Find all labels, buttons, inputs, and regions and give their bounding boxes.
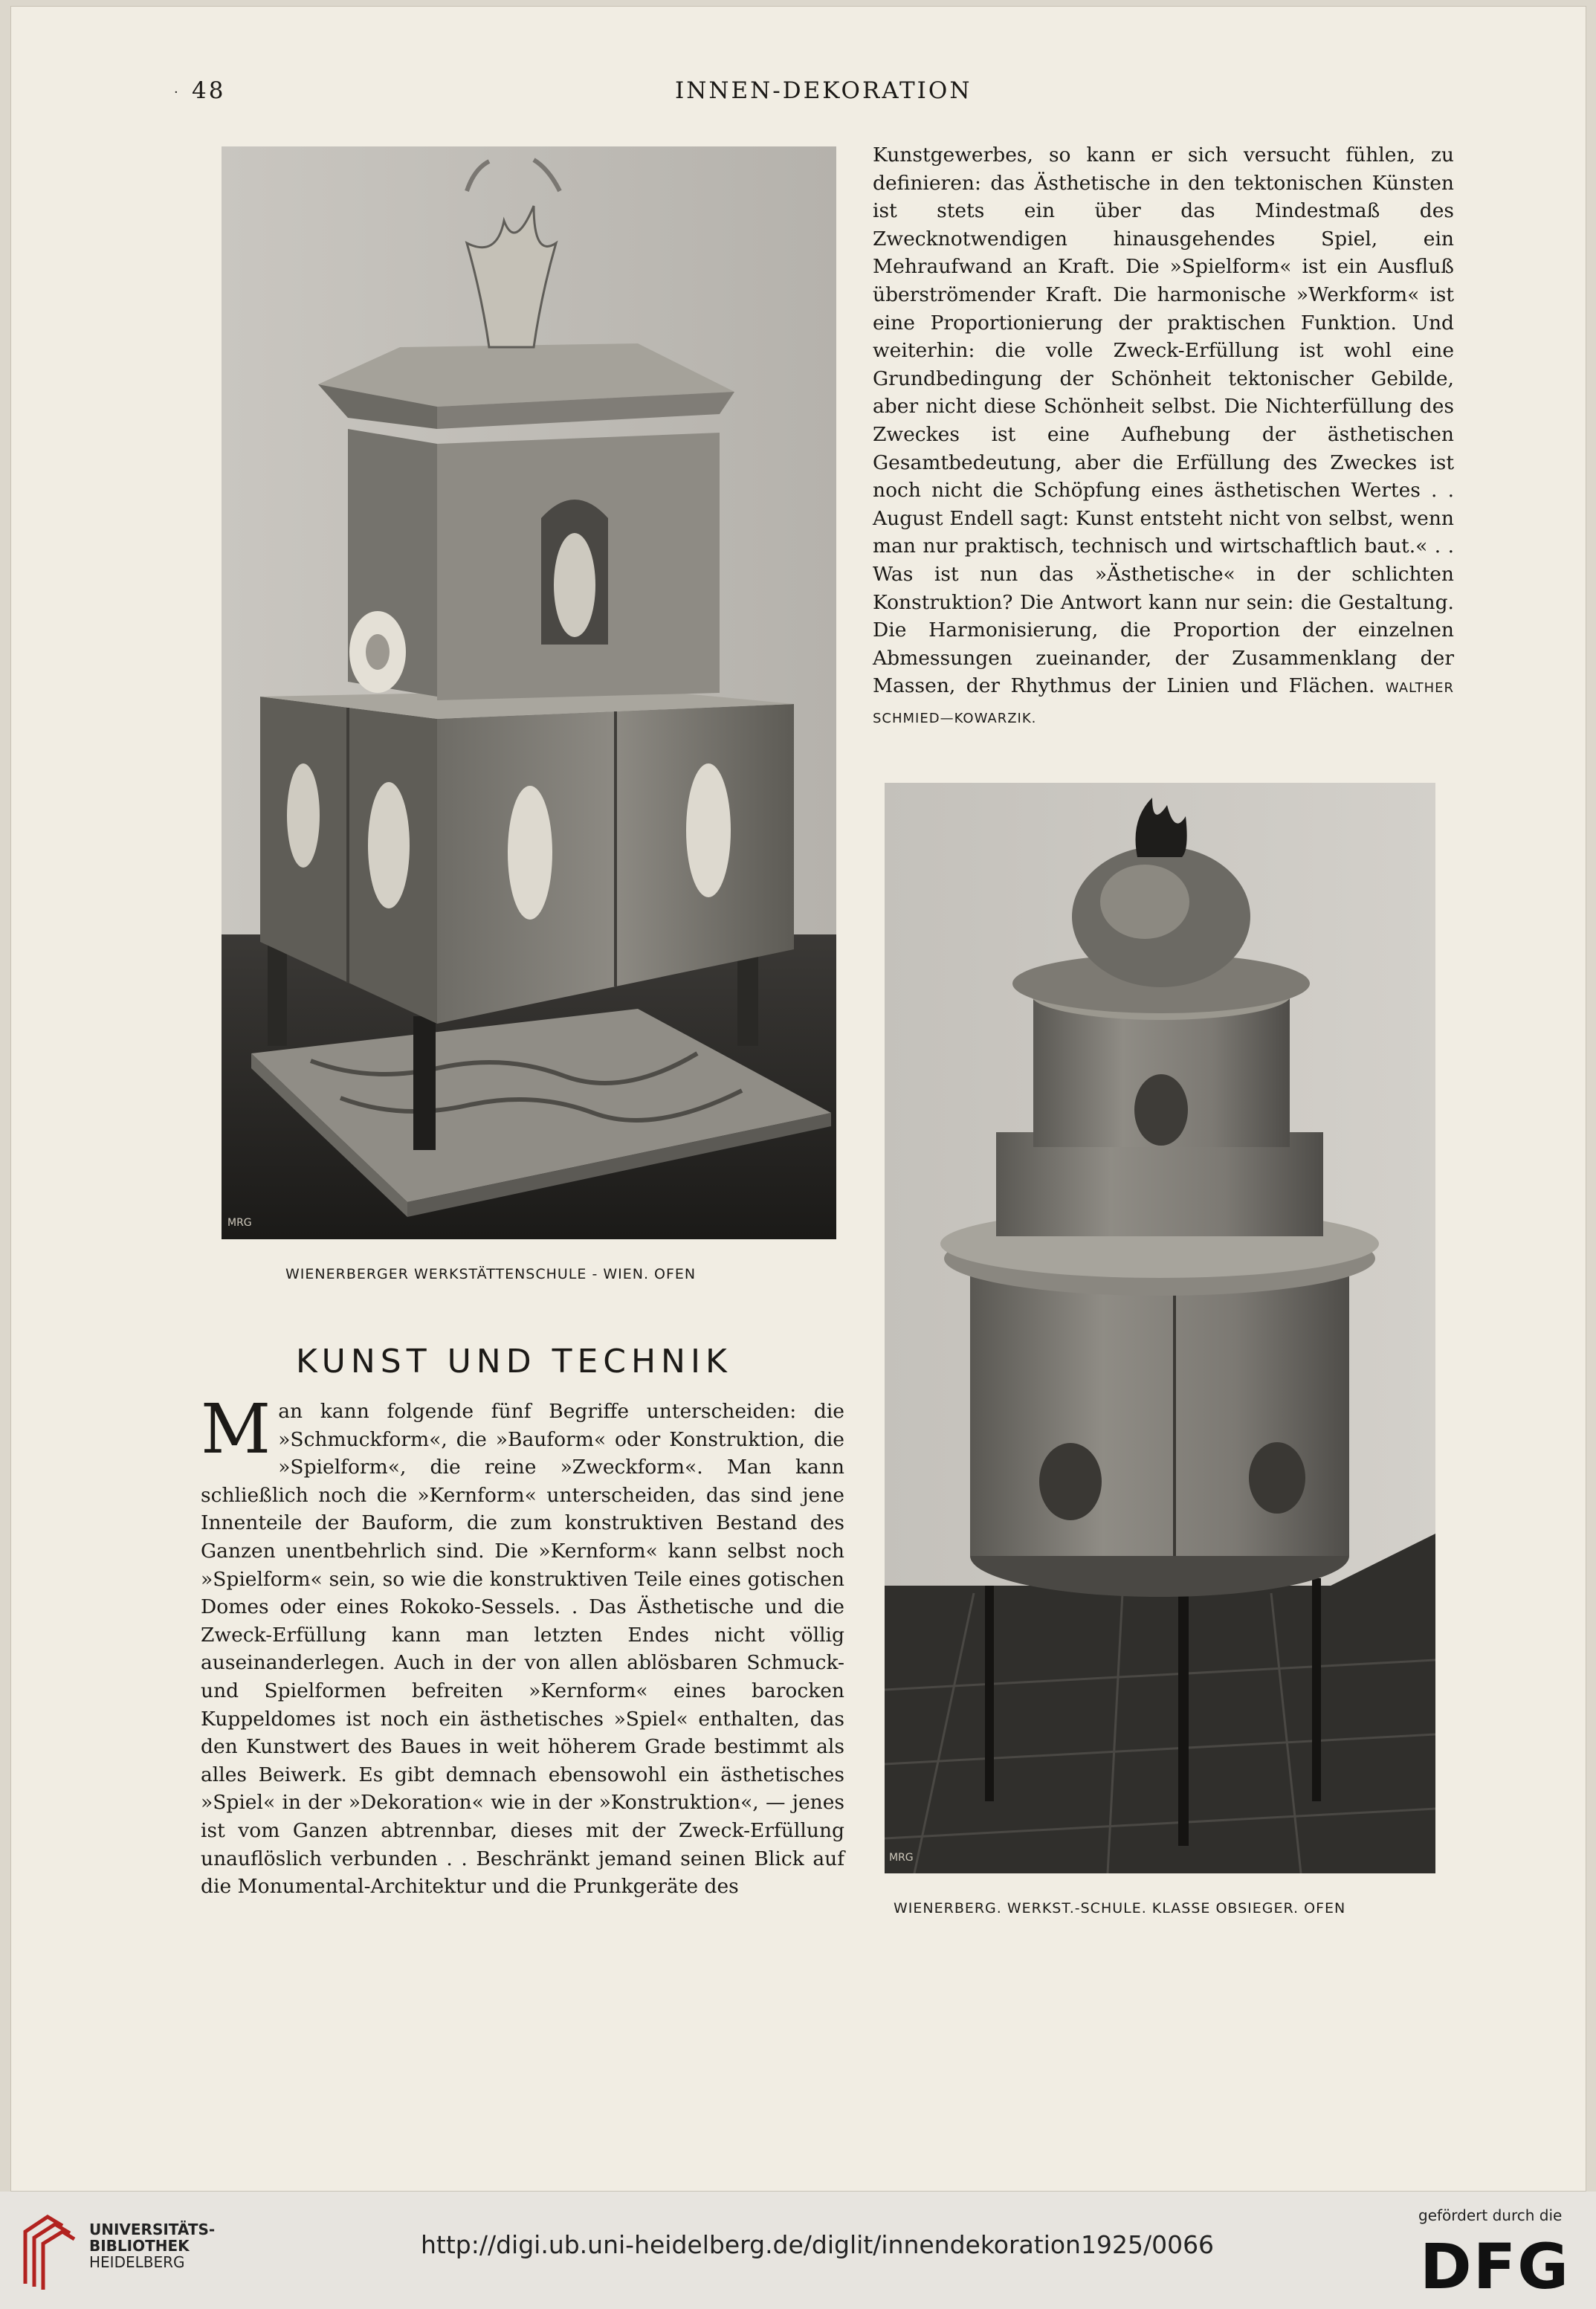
running-title: INNEN-DEKORATION: [675, 77, 972, 104]
drop-cap: M: [201, 1389, 271, 1469]
article-author: WALTHER SCHMIED—KOWARZIK.: [873, 680, 1454, 726]
dfg-logo: DFG: [1420, 2230, 1571, 2303]
photo-monogram: MRG: [889, 1852, 914, 1864]
figure-cabinet-stove-photo: [222, 146, 836, 1239]
article-text-left: [201, 1389, 844, 1901]
article-paragraph-left: an kann folgende fünf Begriffe unterscheiden: die »Schmuckform«, die »Bauform« oder Konstruktion, die »Spielform«, die reine »Zweckform«. Man kann schließlich noch die »Kernform« unterscheiden, das sind jene Innenteile der Bauform, die zum konstruktiven Bestand des Ganzen unentbehrlich sind. Die »Kernform« kann selbst noch »Spielform« sein, so wie die konstruktiven Teile eines gotischen Domes oder eines Rokoko-Sessels. . Das Ästhetische und die Zweck-Erfüllung kann man letzten Endes nicht völlig auseinanderlegen. Auch in der von allen ablösbaren Schmuck- und Spielformen befreiten »Kernform« eines barocken Kuppeldomes ist noch ein ästhetisches »Spiel« enthalten, das den Kunstwert des Baues in weit höherem Grade bestimmt als alles Beiwerk. Es gibt demnach ebensowohl ein ästhetisches »Spiel« in der »Dekoration« wie in der »Konstruktion«, — jenes ist vom Ganzen abtrennbar, dieses mit der Zweck-Erfüllung unauflöslich verbunden . . Beschränkt jemand seinen Blick auf die Monumental-Architektur und die Prunkgeräte des: [201, 1400, 844, 1899]
article-title: KUNST UND TECHNIK: [296, 1343, 732, 1380]
article-paragraph-right: Kunstgewerbes, so kann er sich versucht fühlen, zu definieren: das Ästhetische in den tektonischen Künsten ist stets ein über das Mindestmaß des Zwecknotwendigen hinausgehendes Spiel, ein Mehraufwand an Kraft. Die »Spielform« ist ein Ausfluß überströmender Kraft. Die harmonische »Werkform« ist eine Proportionierung der praktischen Funktion. Und weiterhin: die volle Zweck-Erfüllung ist wohl eine Grundbedingung der Schönheit tektonischer Gebilde, aber nicht diese Schönheit selbst. Die Nichterfüllung des Zweckes ist eine Aufhebung der ästhetischen Gesamtbedeutung, aber die Erfüllung des Zweckes ist noch nicht die Schöpfung eines ästhetischen Wertes . . August Endell sagt: Kunst entsteht nicht von selbst, wenn man nur praktisch, technisch und wirtschaftlich baut.« . . Was ist nun das »Ästhetische« in der schlichten Konstruktion? Die Antwort kann nur sein: die Gestaltung. Die Harmonisierung, die Proportion der einzelnen Abmessungen zueinander, der Zusammenklang der Massen, der Rhythmus der Linien und Flächen.: [873, 143, 1454, 698]
figure-caption-left: WIENERBERGER WERKSTÄTTENSCHULE - WIEN. OFEN: [285, 1266, 697, 1282]
digitization-footer: [0, 2192, 1596, 2309]
library-name-line: HEIDELBERG: [89, 2253, 185, 2271]
funding-note: gefördert durch die: [1418, 2206, 1563, 2224]
library-name-line: UNIVERSITÄTS-: [89, 2221, 216, 2238]
university-library-logo-icon: [18, 2209, 77, 2291]
permalink-url[interactable]: http://digi.ub.uni-heidelberg.de/diglit/innendekoration1925/0066: [421, 2230, 1215, 2259]
page-number: 48: [192, 77, 226, 104]
article-text-right: [873, 141, 1454, 732]
library-name-line: BIBLIOTHEK: [89, 2237, 190, 2255]
margin-dot: ·: [174, 85, 181, 100]
figure-caption-right: WIENERBERG. WERKST.-SCHULE. KLASSE OBSIEGER. OFEN: [894, 1900, 1346, 1916]
figure-round-stove-photo: [885, 783, 1435, 1873]
library-name: [89, 2221, 215, 2270]
photo-monogram: MRG: [227, 1217, 252, 1229]
running-head: [0, 77, 1596, 107]
